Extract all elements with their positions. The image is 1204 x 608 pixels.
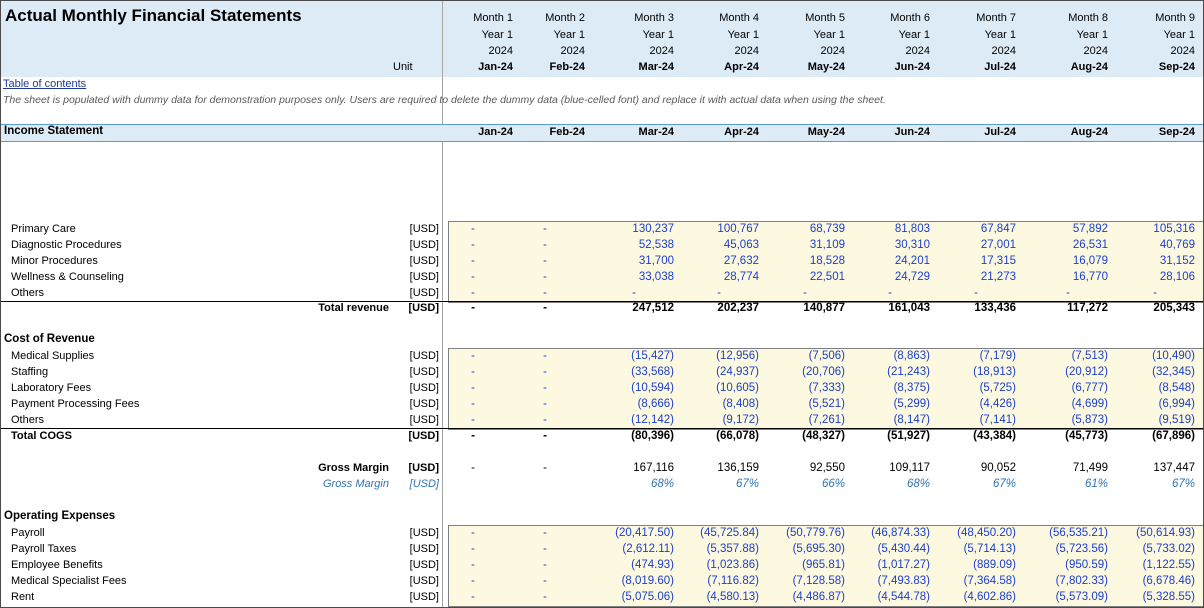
table-cell[interactable]: 28,774: [723, 271, 759, 283]
table-cell[interactable]: 68,739: [809, 223, 845, 235]
table-cell[interactable]: -: [543, 350, 547, 362]
section-month-date: Jan-24: [478, 126, 513, 138]
table-cell[interactable]: (46,874.33): [871, 527, 930, 539]
table-cell: -: [471, 430, 475, 442]
table-cell: 67%: [992, 478, 1016, 490]
row-unit: [USD]: [409, 575, 439, 587]
section-month-date: Aug-24: [1070, 126, 1108, 138]
table-cell[interactable]: 30,310: [894, 239, 930, 251]
table-cell: (80,396): [631, 430, 674, 442]
table-cell[interactable]: (5,357.88): [706, 543, 759, 555]
row-unit: [USD]: [409, 287, 439, 299]
table-cell[interactable]: 33,038: [638, 271, 674, 283]
table-cell[interactable]: (7,802.33): [1055, 575, 1108, 587]
table-cell[interactable]: (32,345): [1152, 366, 1195, 378]
table-cell: -: [471, 302, 475, 314]
table-cell[interactable]: (50,779.76): [786, 527, 845, 539]
table-cell[interactable]: (4,580.13): [706, 591, 759, 603]
table-cell: 133,436: [974, 302, 1016, 314]
row-label: Medical Specialist Fees: [11, 575, 127, 587]
row-unit: [USD]: [408, 302, 439, 314]
table-cell[interactable]: (8,548): [1158, 382, 1195, 394]
table-cell[interactable]: (5,873): [1071, 414, 1108, 426]
table-cell[interactable]: (9,519): [1158, 414, 1195, 426]
table-cell[interactable]: 67,847: [980, 223, 1016, 235]
table-cell[interactable]: (5,075.06): [621, 591, 674, 603]
table-cell[interactable]: (6,678.46): [1142, 575, 1195, 587]
table-cell[interactable]: -: [888, 287, 892, 299]
year-label: Year 1: [727, 29, 759, 41]
year-label: Year 1: [1163, 29, 1195, 41]
year-number: 2024: [734, 45, 759, 57]
table-cell[interactable]: (10,594): [631, 382, 674, 394]
row-unit: [USD]: [408, 462, 439, 474]
table-cell: 92,550: [809, 462, 845, 474]
table-cell[interactable]: (4,486.87): [792, 591, 845, 603]
table-cell: -: [543, 302, 547, 314]
row-unit: [USD]: [409, 591, 439, 603]
table-cell[interactable]: 21,273: [980, 271, 1016, 283]
table-cell[interactable]: (4,699): [1071, 398, 1108, 410]
table-cell[interactable]: (5,430.44): [877, 543, 930, 555]
table-cell: 140,877: [803, 302, 845, 314]
table-cell[interactable]: -: [543, 527, 547, 539]
row-unit: [USD]: [409, 350, 439, 362]
table-cell[interactable]: (1,023.86): [706, 559, 759, 571]
row-label: Others: [11, 414, 45, 426]
table-cell[interactable]: -: [543, 559, 547, 571]
table-cell[interactable]: (18,913): [973, 366, 1016, 378]
table-cell[interactable]: (950.59): [1065, 559, 1108, 571]
month-date: Mar-24: [638, 61, 674, 73]
month-label: Month 9: [1155, 12, 1195, 24]
table-cell[interactable]: (56,535.21): [1049, 527, 1108, 539]
table-cell[interactable]: (7,179): [979, 350, 1016, 362]
table-cell[interactable]: (8,019.60): [621, 575, 674, 587]
table-cell[interactable]: (474.93): [631, 559, 674, 571]
table-cell[interactable]: (12,956): [716, 350, 759, 362]
table-cell[interactable]: -: [471, 271, 475, 283]
row-unit: [USD]: [408, 430, 439, 442]
section-month-date: Jun-24: [894, 126, 930, 138]
total-cogs-rule: [1, 428, 1203, 429]
month-label: Month 3: [634, 12, 674, 24]
table-cell[interactable]: 28,106: [1159, 271, 1195, 283]
table-cell[interactable]: -: [471, 239, 475, 251]
table-cell: 109,117: [889, 462, 930, 474]
table-cell[interactable]: (21,243): [887, 366, 930, 378]
dummy-data-note: The sheet is populated with dummy data for demonstration purposes only. Users are required to delete the dummy data (blue-celled font) and replace it with actual data when using the sheet.: [3, 94, 886, 106]
row-label: Staffing: [11, 366, 49, 378]
table-cell: 90,052: [980, 462, 1016, 474]
year-number: 2024: [488, 45, 513, 57]
table-cell[interactable]: 24,201: [894, 255, 930, 267]
table-cell[interactable]: 31,152: [1159, 255, 1195, 267]
table-cell[interactable]: (24,937): [716, 366, 759, 378]
table-cell: 137,447: [1153, 462, 1195, 474]
month-date: Apr-24: [724, 61, 759, 73]
month-label: Month 7: [976, 12, 1016, 24]
table-cell: (43,384): [973, 430, 1016, 442]
row-unit: [USD]: [409, 478, 439, 490]
table-cell[interactable]: -: [471, 255, 475, 267]
table-cell[interactable]: (33,568): [631, 366, 674, 378]
year-label: Year 1: [642, 29, 674, 41]
table-cell: (66,078): [716, 430, 759, 442]
table-cell[interactable]: -: [471, 527, 475, 539]
table-cell[interactable]: (10,490): [1152, 350, 1195, 362]
table-cell[interactable]: (5,733.02): [1142, 543, 1195, 555]
year-label: Year 1: [1076, 29, 1108, 41]
table-cell: 68%: [650, 478, 674, 490]
table-cell[interactable]: 52,538: [638, 239, 674, 251]
table-cell[interactable]: (6,777): [1071, 382, 1108, 394]
table-cell[interactable]: 27,001: [980, 239, 1016, 251]
table-cell[interactable]: -: [974, 287, 978, 299]
table-cell: (48,327): [802, 430, 845, 442]
table-cell: 202,237: [717, 302, 759, 314]
table-cell: 136,159: [717, 462, 759, 474]
table-cell[interactable]: -: [471, 382, 475, 394]
month-label: Month 8: [1068, 12, 1108, 24]
row-label: Laboratory Fees: [11, 382, 92, 394]
year-label: Year 1: [898, 29, 930, 41]
table-cell[interactable]: -: [1066, 287, 1070, 299]
table-cell[interactable]: -: [543, 223, 547, 235]
table-cell[interactable]: (8,408): [722, 398, 759, 410]
table-cell[interactable]: (50,614.93): [1136, 527, 1195, 539]
table-cell: 68%: [906, 478, 930, 490]
table-cell[interactable]: (9,172): [722, 414, 759, 426]
table-cell[interactable]: 16,770: [1072, 271, 1108, 283]
row-label: Minor Procedures: [11, 255, 98, 267]
year-number: 2024: [649, 45, 674, 57]
month-date: Sep-24: [1158, 61, 1195, 73]
row-label: Others: [11, 287, 45, 299]
table-cell: (45,773): [1065, 430, 1108, 442]
table-cell[interactable]: (5,328.55): [1142, 591, 1195, 603]
month-label: Month 2: [545, 12, 585, 24]
year-number: 2024: [1083, 45, 1108, 57]
table-cell[interactable]: (7,333): [808, 382, 845, 394]
row-label: Total revenue: [318, 302, 389, 314]
unit-header: Unit: [393, 61, 413, 73]
page-title: Actual Monthly Financial Statements: [5, 6, 302, 25]
table-cell[interactable]: (20,912): [1065, 366, 1108, 378]
year-label: Year 1: [553, 29, 585, 41]
table-cell[interactable]: (965.81): [802, 559, 845, 571]
table-cell[interactable]: 130,237: [632, 223, 674, 235]
table-cell: 247,512: [632, 302, 674, 314]
section-month-date: Sep-24: [1158, 126, 1195, 138]
table-cell[interactable]: 40,769: [1159, 239, 1195, 251]
table-cell[interactable]: (5,573.09): [1055, 591, 1108, 603]
table-cell[interactable]: (7,493.83): [877, 575, 930, 587]
row-label: Payment Processing Fees: [11, 398, 140, 410]
table-cell[interactable]: (8,666): [637, 398, 674, 410]
table-cell[interactable]: (15,427): [631, 350, 674, 362]
table-cell[interactable]: -: [543, 543, 547, 555]
row-label: Gross Margin: [318, 462, 389, 474]
table-cell[interactable]: -: [471, 591, 475, 603]
table-cell[interactable]: -: [543, 591, 547, 603]
section-title: Income Statement: [4, 125, 104, 137]
table-cell[interactable]: (6,994): [1158, 398, 1195, 410]
table-cell[interactable]: -: [543, 398, 547, 410]
table-cell[interactable]: (20,706): [802, 366, 845, 378]
table-cell[interactable]: -: [543, 366, 547, 378]
row-label: Gross Margin: [322, 478, 389, 490]
row-unit: [USD]: [409, 527, 439, 539]
year-number: 2024: [820, 45, 845, 57]
month-date: Jan-24: [478, 61, 513, 73]
table-cell[interactable]: -: [717, 287, 721, 299]
table-cell: 167,116: [633, 462, 674, 474]
table-cell[interactable]: -: [471, 287, 475, 299]
table-cell: 71,499: [1072, 462, 1108, 474]
table-cell[interactable]: -: [471, 223, 475, 235]
table-cell[interactable]: (10,605): [716, 382, 759, 394]
table-cell[interactable]: (2,612.11): [622, 543, 674, 555]
table-cell: -: [471, 462, 475, 474]
table-cell[interactable]: (8,863): [893, 350, 930, 362]
year-number: 2024: [560, 45, 585, 57]
table-cell[interactable]: 57,892: [1072, 223, 1108, 235]
table-cell[interactable]: 100,767: [717, 223, 759, 235]
table-cell[interactable]: (48,450.20): [957, 527, 1016, 539]
table-cell[interactable]: -: [803, 287, 807, 299]
table-cell[interactable]: 31,109: [809, 239, 845, 251]
table-cell[interactable]: 26,531: [1072, 239, 1108, 251]
year-number: 2024: [991, 45, 1016, 57]
table-cell[interactable]: (8,147): [893, 414, 930, 426]
table-cell: (51,927): [887, 430, 930, 442]
table-cell[interactable]: 16,079: [1072, 255, 1108, 267]
table-cell[interactable]: 27,632: [723, 255, 759, 267]
table-cell[interactable]: (5,521): [808, 398, 845, 410]
row-unit: [USD]: [409, 223, 439, 235]
table-cell[interactable]: (45,725.84): [700, 527, 759, 539]
year-label: Year 1: [813, 29, 845, 41]
operating-expenses-heading: Operating Expenses: [4, 510, 116, 522]
month-label: Month 1: [473, 12, 513, 24]
year-number: 2024: [1170, 45, 1195, 57]
row-label: Rent: [11, 591, 35, 603]
table-cell[interactable]: (1,122.55): [1142, 559, 1195, 571]
table-cell[interactable]: 24,729: [894, 271, 930, 283]
table-cell[interactable]: (1,017.27): [877, 559, 930, 571]
year-number: 2024: [905, 45, 930, 57]
table-cell[interactable]: (7,141): [979, 414, 1016, 426]
month-date: Jun-24: [894, 61, 930, 73]
month-date: Feb-24: [549, 61, 585, 73]
table-cell[interactable]: 31,700: [638, 255, 674, 267]
row-unit: [USD]: [409, 398, 439, 410]
row-label: Medical Supplies: [11, 350, 95, 362]
row-label: Payroll Taxes: [11, 543, 77, 555]
table-of-contents-link[interactable]: Table of contents: [3, 78, 87, 90]
table-cell[interactable]: (889.09): [973, 559, 1016, 571]
month-label: Month 6: [890, 12, 930, 24]
row-label: Wellness & Counseling: [11, 271, 124, 283]
section-month-date: Feb-24: [549, 126, 585, 138]
table-cell[interactable]: -: [471, 575, 475, 587]
table-cell[interactable]: (5,723.56): [1055, 543, 1108, 555]
row-unit: [USD]: [409, 543, 439, 555]
section-month-date: Jul-24: [984, 126, 1016, 138]
row-unit: [USD]: [409, 559, 439, 571]
month-label: Month 5: [805, 12, 845, 24]
table-cell[interactable]: 81,803: [894, 223, 930, 235]
section-month-date: Apr-24: [724, 126, 759, 138]
row-label: Total COGS: [11, 430, 72, 442]
table-cell[interactable]: -: [543, 287, 547, 299]
table-cell: 117,272: [1067, 302, 1108, 314]
year-label: Year 1: [481, 29, 513, 41]
table-cell[interactable]: (7,128.58): [792, 575, 845, 587]
section-month-date: May-24: [807, 126, 845, 138]
cost-of-revenue-heading: Cost of Revenue: [4, 333, 95, 345]
table-cell[interactable]: -: [1153, 287, 1157, 299]
table-cell: 61%: [1084, 478, 1108, 490]
table-cell[interactable]: (20,417.50): [615, 527, 674, 539]
table-cell: (67,896): [1152, 430, 1195, 442]
table-cell[interactable]: 18,528: [809, 255, 845, 267]
table-cell: 67%: [735, 478, 759, 490]
table-cell[interactable]: (7,506): [808, 350, 845, 362]
table-cell: 67%: [1171, 478, 1195, 490]
month-date: Jul-24: [984, 61, 1016, 73]
table-cell[interactable]: (4,544.78): [877, 591, 930, 603]
year-label: Year 1: [984, 29, 1016, 41]
table-cell[interactable]: -: [543, 382, 547, 394]
row-unit: [USD]: [409, 271, 439, 283]
table-cell[interactable]: -: [543, 271, 547, 283]
table-cell[interactable]: 105,316: [1153, 223, 1195, 235]
table-cell[interactable]: (5,714.13): [963, 543, 1016, 555]
month-date: Aug-24: [1070, 61, 1108, 73]
table-cell[interactable]: (5,725): [979, 382, 1016, 394]
table-cell[interactable]: (5,695.30): [792, 543, 845, 555]
table-cell: -: [543, 462, 547, 474]
row-unit: [USD]: [409, 366, 439, 378]
table-cell[interactable]: -: [471, 350, 475, 362]
table-cell: -: [543, 430, 547, 442]
section-month-date: Mar-24: [638, 126, 674, 138]
table-cell[interactable]: (8,375): [893, 382, 930, 394]
table-cell[interactable]: -: [471, 543, 475, 555]
table-cell[interactable]: (7,513): [1071, 350, 1108, 362]
table-cell[interactable]: (5,299): [893, 398, 930, 410]
row-unit: [USD]: [409, 239, 439, 251]
row-label: Diagnostic Procedures: [11, 239, 122, 251]
row-label: Payroll: [11, 527, 45, 539]
table-cell[interactable]: -: [543, 575, 547, 587]
table-cell[interactable]: (7,116.82): [707, 575, 759, 587]
table-cell[interactable]: (12,142): [631, 414, 674, 426]
row-label: Employee Benefits: [11, 559, 103, 571]
table-cell[interactable]: -: [471, 559, 475, 571]
month-label: Month 4: [719, 12, 759, 24]
table-cell[interactable]: (7,261): [808, 414, 845, 426]
table-cell[interactable]: (7,364.58): [963, 575, 1016, 587]
table-cell[interactable]: -: [543, 255, 547, 267]
table-cell[interactable]: 17,315: [980, 255, 1016, 267]
table-cell: 161,043: [888, 302, 930, 314]
row-unit: [USD]: [409, 255, 439, 267]
table-cell[interactable]: -: [471, 414, 475, 426]
table-cell[interactable]: -: [471, 366, 475, 378]
table-cell: 66%: [821, 478, 845, 490]
row-unit: [USD]: [409, 414, 439, 426]
table-cell[interactable]: 22,501: [809, 271, 845, 283]
table-cell[interactable]: -: [471, 398, 475, 410]
table-cell[interactable]: -: [543, 414, 547, 426]
month-date: May-24: [807, 61, 845, 73]
row-unit: [USD]: [409, 382, 439, 394]
table-cell[interactable]: (4,426): [979, 398, 1016, 410]
table-cell[interactable]: 45,063: [723, 239, 759, 251]
table-cell[interactable]: (4,602.86): [963, 591, 1016, 603]
row-label: Primary Care: [11, 223, 76, 235]
table-cell: 205,343: [1153, 302, 1195, 314]
table-cell[interactable]: -: [632, 287, 636, 299]
table-cell[interactable]: -: [543, 239, 547, 251]
